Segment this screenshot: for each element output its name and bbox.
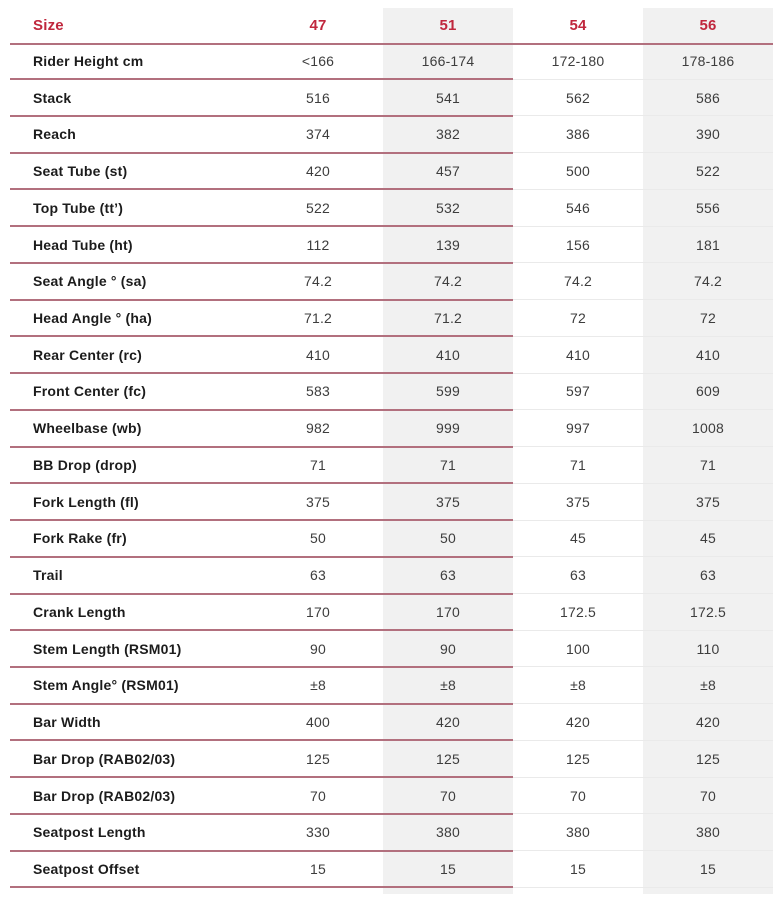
geometry-table-body — [10, 43, 773, 888]
table-row — [10, 704, 773, 741]
row-value: 410 — [306, 346, 330, 363]
table-row — [10, 190, 773, 227]
row-value: 330 — [306, 824, 330, 841]
header-col-47: 47 — [309, 17, 327, 34]
row-label: Seatpost Offset — [33, 861, 140, 878]
row-value: 125 — [383, 741, 513, 777]
row-value: 125 — [643, 741, 773, 777]
row-value: 1008 — [643, 410, 773, 446]
row-value: 70 — [570, 787, 586, 804]
footer-pad-cell — [10, 888, 253, 894]
row-value: 74.2 — [383, 263, 513, 299]
row-value: 982 — [306, 420, 330, 437]
row-label: Seat Tube (st) — [33, 163, 128, 180]
row-value: 15 — [570, 861, 586, 878]
row-value: 125 — [306, 750, 330, 767]
table-row — [10, 410, 773, 447]
row-value: 420 — [643, 704, 773, 740]
row-value: 74.2 — [303, 273, 333, 290]
row-value: <166 — [301, 52, 335, 69]
row-label: Rider Height cm — [33, 52, 144, 69]
row-value: 375 — [383, 484, 513, 520]
row-value: 390 — [643, 116, 773, 152]
table-header-row — [10, 8, 773, 43]
row-value: 375 — [643, 484, 773, 520]
footer-pad-cell — [513, 888, 643, 894]
row-value: 386 — [566, 126, 590, 143]
row-label: Stem Length (RSM01) — [33, 640, 182, 657]
row-label: Bar Width — [33, 714, 101, 731]
row-value: 999 — [383, 410, 513, 446]
row-label: Head Tube (ht) — [33, 236, 133, 253]
row-value: 410 — [383, 337, 513, 373]
row-label: Fork Rake (fr) — [33, 530, 127, 547]
row-value: 599 — [383, 374, 513, 410]
row-value: 166-174 — [383, 43, 513, 79]
table-row — [10, 300, 773, 337]
row-label: Bar Drop (RAB02/03) — [33, 750, 176, 767]
row-value: 562 — [566, 89, 590, 106]
row-value: 586 — [643, 80, 773, 116]
row-value: 63 — [310, 567, 326, 584]
row-label: Seatpost Length — [33, 824, 146, 841]
row-value: 532 — [383, 190, 513, 226]
table-row — [10, 851, 773, 888]
row-value: 70 — [310, 787, 326, 804]
table-row — [10, 374, 773, 411]
row-value: 400 — [306, 714, 330, 731]
row-value: 500 — [566, 163, 590, 180]
table-footer-pad — [10, 888, 773, 894]
header-col-51: 51 — [383, 8, 513, 43]
row-value: 374 — [306, 126, 330, 143]
row-label: Wheelbase (wb) — [33, 420, 142, 437]
row-value: 522 — [643, 153, 773, 189]
table-row — [10, 263, 773, 300]
row-value: 583 — [306, 383, 330, 400]
row-value: 156 — [566, 236, 590, 253]
row-value: 375 — [566, 493, 590, 510]
table-row — [10, 631, 773, 668]
row-value: 172.5 — [643, 594, 773, 630]
row-value: 420 — [306, 163, 330, 180]
row-value: ±8 — [383, 667, 513, 703]
row-value: 380 — [643, 814, 773, 850]
table-row — [10, 80, 773, 117]
row-value: 72 — [570, 310, 586, 326]
row-value: 74.2 — [643, 263, 773, 299]
row-label: Front Center (fc) — [33, 383, 147, 400]
header-size-label: Size — [33, 17, 64, 34]
row-value: 90 — [310, 640, 326, 657]
row-value: 71 — [383, 447, 513, 483]
row-value: 71 — [570, 456, 586, 473]
table-row — [10, 667, 773, 704]
row-value: 15 — [383, 851, 513, 887]
table-row — [10, 43, 773, 80]
row-value: 71 — [310, 456, 326, 473]
row-value: 139 — [383, 227, 513, 263]
row-label: Top Tube (tt’) — [33, 199, 124, 216]
table-row — [10, 447, 773, 484]
table-row — [10, 337, 773, 374]
row-label: BB Drop (drop) — [33, 456, 137, 473]
row-label: Reach — [33, 126, 77, 143]
row-value: 63 — [570, 567, 586, 584]
geometry-table — [10, 0, 773, 894]
row-value: 71 — [643, 447, 773, 483]
row-value: 125 — [566, 750, 590, 767]
row-label: Seat Angle ° (sa) — [33, 273, 147, 290]
row-label: Bar Drop (RAB02/03) — [33, 787, 176, 804]
table-row — [10, 227, 773, 264]
row-value: 172.5 — [559, 603, 597, 620]
footer-pad-cell — [253, 888, 383, 894]
row-value: 70 — [643, 778, 773, 814]
row-value: 380 — [383, 814, 513, 850]
row-value: 546 — [566, 199, 590, 216]
row-value: 172-180 — [551, 52, 605, 69]
row-value: 71.2 — [303, 310, 333, 326]
row-label: Fork Length (fl) — [33, 493, 139, 510]
table-row — [10, 557, 773, 594]
row-value: 181 — [643, 227, 773, 263]
row-value: 110 — [643, 631, 773, 667]
row-value: 71.2 — [383, 300, 513, 336]
table-row — [10, 594, 773, 631]
row-value: 170 — [383, 594, 513, 630]
row-value: 63 — [643, 557, 773, 593]
table-row — [10, 521, 773, 558]
row-value: 410 — [643, 337, 773, 373]
row-value: 178-186 — [643, 43, 773, 79]
row-value: 997 — [566, 420, 590, 437]
row-value: 556 — [643, 190, 773, 226]
row-value: 50 — [310, 530, 326, 547]
row-value: 70 — [383, 778, 513, 814]
row-label: Stack — [33, 89, 72, 106]
row-value: 90 — [383, 631, 513, 667]
table-row — [10, 778, 773, 815]
row-value: 410 — [566, 346, 590, 363]
row-value: 100 — [566, 640, 590, 657]
row-value: 15 — [310, 861, 326, 878]
row-value: 516 — [306, 89, 330, 106]
row-label: Head Angle ° (ha) — [33, 310, 152, 326]
row-value: 541 — [383, 80, 513, 116]
row-value: 50 — [383, 521, 513, 557]
table-row — [10, 116, 773, 153]
row-value: ±8 — [643, 667, 773, 703]
row-label: Crank Length — [33, 603, 126, 620]
table-row — [10, 484, 773, 521]
row-value: 74.2 — [563, 273, 593, 290]
row-value: 420 — [566, 714, 590, 731]
row-label: Rear Center (rc) — [33, 346, 143, 363]
row-value: 609 — [643, 374, 773, 410]
row-value: 597 — [566, 383, 590, 400]
row-value: 72 — [643, 300, 773, 336]
header-col-54: 54 — [569, 17, 587, 34]
row-value: 375 — [306, 493, 330, 510]
table-row — [10, 814, 773, 851]
row-label: Trail — [33, 567, 63, 584]
footer-pad-cell — [643, 888, 773, 894]
header-col-56: 56 — [643, 8, 773, 43]
row-value: 522 — [306, 199, 330, 216]
row-value: 380 — [566, 824, 590, 841]
row-value: 45 — [643, 521, 773, 557]
row-value: 457 — [383, 153, 513, 189]
table-row — [10, 153, 773, 190]
row-value: 45 — [570, 530, 586, 547]
table-row — [10, 741, 773, 778]
row-value: 170 — [306, 603, 330, 620]
row-value: 63 — [383, 557, 513, 593]
row-value: 420 — [383, 704, 513, 740]
row-value: 15 — [643, 851, 773, 887]
row-value: ±8 — [310, 677, 326, 694]
row-label: Stem Angle° (RSM01) — [33, 677, 179, 694]
footer-pad-cell — [383, 888, 513, 894]
row-value: 112 — [306, 236, 330, 253]
row-value: 382 — [383, 116, 513, 152]
row-value: ±8 — [570, 677, 586, 694]
